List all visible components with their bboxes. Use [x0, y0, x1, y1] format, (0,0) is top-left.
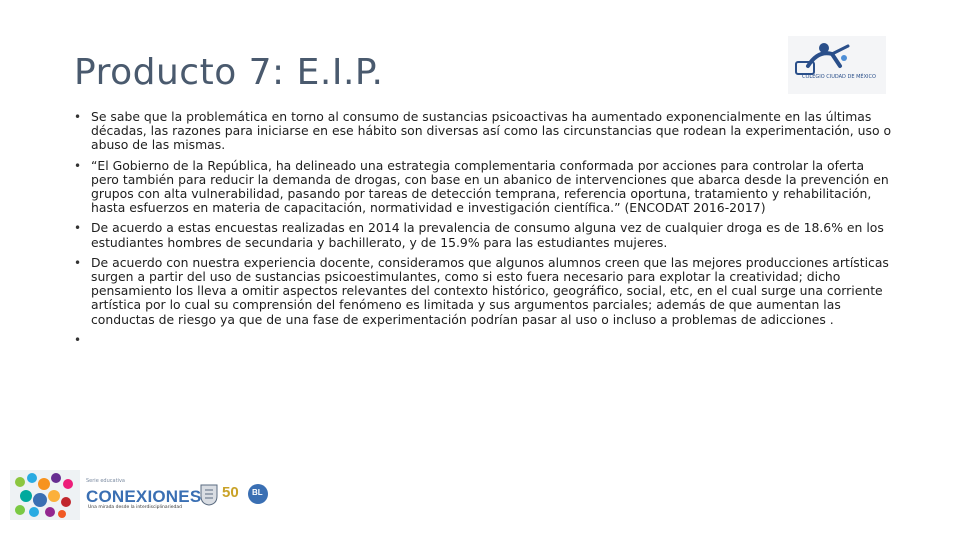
bullet-text: Se sabe que la problemática en torno al consumo de sustancias psicoactivas ha aumentado exponencialmente en las últimas décadas, las razones para iniciarse en ese hábito son diversas así como las circunstancias que rodean la experimentación, uso o abuso de las mismas.	[91, 109, 892, 153]
bullet-text: De acuerdo con nuestra experiencia docente, consideramos que algunos alumnos creen que las mejores producciones artísticas surgen a partir del uso de sustancias psicoestimulantes, como si esto fuera necesario para explotar la creatividad; dicho pensamiento los lleva a omitir aspectos relevantes del contexto histórico, geográfico, social, etc, en el cual surge una corriente artística por lo cual su comprensión del fenómeno es limitada y sus argumentos parciales; además de que aumentan las conductas de riesgo ya que de una fase de experimentación podrían pasar al uso o incluso a problemas de adicciones .	[91, 254, 889, 327]
conexiones-label: CONEXIONES	[86, 487, 202, 506]
bullet-glyph: •	[74, 110, 82, 124]
bullet-glyph: •	[74, 332, 82, 347]
bullet-item	[74, 159, 894, 216]
anniversary-logo: 50	[222, 484, 239, 501]
bullet-glyph: •	[74, 221, 82, 236]
bl-logo	[248, 484, 268, 504]
colegio-logo-caption: COLEGIO CIUDAD DE MÉXICO	[802, 74, 876, 80]
bullet-item	[74, 221, 894, 249]
bullet-glyph: •	[74, 255, 82, 270]
colegio-logo	[788, 36, 886, 94]
slide-title: Producto 7: E.I.P.	[74, 52, 384, 93]
colegio-logo-mark	[788, 36, 886, 94]
bullet-list	[74, 109, 894, 347]
bullet-item	[74, 256, 894, 327]
bullet-text: “El Gobierno de la República, ha delineado una estrategia complementaria conformada por acciones para controlar la oferta pero también para reducir la demanda de drogas, con base en un abanico de intervenciones que abarca desde la prevención en grupos con alta vulnerabilidad, pasando por tareas de detección temprana, referencia oportuna, tratamiento y rehabilitación, hasta esfuerzos en materia de capacitación, normatividad e investigación científica.” (ENCODAT 2016-2017)	[91, 157, 889, 216]
bullet-glyph: •	[74, 158, 82, 173]
bullet-item	[74, 110, 894, 153]
bl-logo-text: BL	[252, 488, 263, 497]
conexiones-small-label: Serie educativa	[86, 478, 125, 484]
footer-logos	[10, 470, 270, 520]
conexiones-icon	[10, 470, 80, 520]
bullet-text: De acuerdo a estas encuestas realizadas en 2014 la prevalencia de consumo alguna vez de cualquier droga es de 18.6% en los estudiantes hombres de secundaria y bachillerato, y de 15.9% para las estudiantes mujeres.	[91, 220, 884, 250]
unam-shield-icon	[200, 484, 218, 506]
conexiones-tagline: Una mirada desde la interdisciplinariedad	[88, 505, 182, 510]
